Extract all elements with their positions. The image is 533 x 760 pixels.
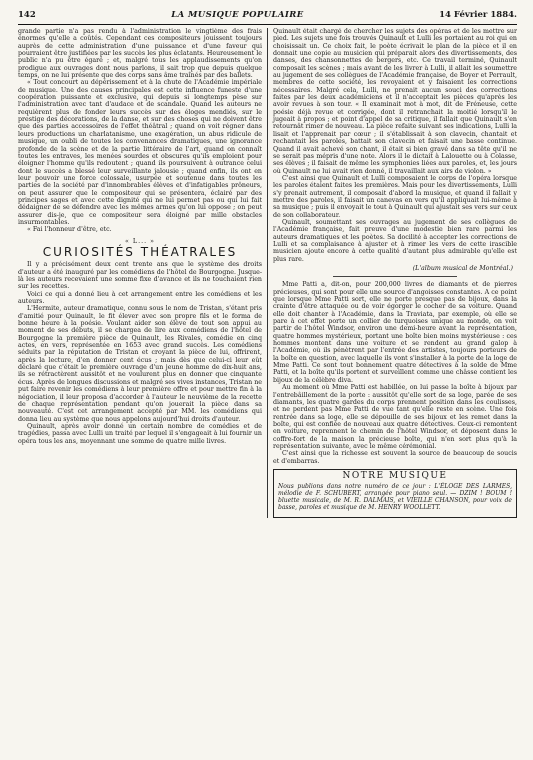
music-notice-box — [273, 469, 517, 518]
paragraph: Voici ce qui a donné lieu à cet arrangement entre les comédiens et les auteurs. — [18, 290, 262, 306]
paragraph: « Fai l'honneur d'être, etc. — [27, 226, 112, 234]
section-title: CURIOSITÉS THÉATRALES — [42, 244, 238, 259]
music-notice-text: Nous publions dans notre numéro de ce jour : L'ÉLOGE DES LARMES, mélodie de F. SCHUBERT, arrangée pour piano seul. — DZIM ! BOUM ! bluette musicale, de M. R. DALMAIS, et VIEILLE CHANSON, pour voix de basse, paroles et musique de M. HENRY WOOLLETT. — [278, 483, 512, 512]
paragraph: Quinault, après avoir donné un certain nombre de comédies et de tragédies, passa avec Lulli un traité par lequel il s'engageait à lui fournir un opéra tous les ans, moyennant une somme de quatre mille livres. — [18, 422, 262, 445]
page-header — [18, 10, 517, 22]
paragraph: L'Hermite, auteur dramatique, connu sous le nom de Tristan, s'étant pris d'amitié pour Quinault, le fit élever avec son propre fils et le forma de bonne heure à la poésie. Voulant aider son élève de tout son appui au moment de ses débuts, il se chargea de lire aux comédiens de l'hôtel de Bourgogne la première pièce de Quinault, les Rivales, comédie en cinq actes, en vers, représentée en 1653 avec grand succès. Les comédiens séduits par la réputation de Tristan et croyant la pièce de lui, offrirent, après la lecture, d'en donner cent écus ; mais dès que celui-ci leur eût déclaré que c'était le première ouvrage d'un jeune homme de dix-huit ans, ils se rétractèrent aussitôt et ne voulurent plus en donner que cinquante écus. Après de longues discussions et malgré ses vives instances, Tristan ne put faire revenir les comédiens à leur première offre et pour mettre fin à la négociation, il leur proposa d'accorder à l'auteur le neuvième de la recette de chaque représentation pendant qu'on jouerait la pièce dans sa nouveauté. C'est cet arrangement accepté par MM. les comédiens qui donna lieu au système que nous appelons aujourd'hui droits d'auteur. — [18, 305, 262, 423]
divider — [333, 276, 457, 277]
issue-date: 14 Février 1884. — [439, 10, 517, 20]
paragraph: Au moment où Mme Patti est habillée, on lui passe la boîte à bijoux par l'entrebâillement de la porte : aussitôt qu'elle sort de sa loge, parée de ses diamants, les quatre gardes du corps prennent position dans les coulisses, et ne perdent pas Mme Patti de vue tant qu'elle reste en scène. Une fois rentrée dans sa loge, elle se dépouille de ses bijoux et les remet dans la boîte, qui est confiée de nouveau aux quatre détectives. Ceux-ci remontent en voiture, reprennent le chemin de l'hôtel Windsor, et déposent dans le coffre-fort de la maison la précieuse boîte, qui n'en sort plus qu'à la représentation suivante, avec le même cérémonial. — [273, 384, 517, 450]
music-notice-title: NOTRE MUSIQUE — [342, 470, 448, 481]
paragraph: Il y a précisément deux cent trente ans que le système des droits d'auteur a été inauguré par les comédiens de l'hôtel de Bourgogne. Jusque-là les auteurs recevaient une somme fixe d'avance et ils ne touchaient rien sur les recettes. — [18, 261, 262, 291]
columns — [18, 28, 517, 518]
paragraph: C'est ainsi que Quinault et Lulli composaient le corps de l'opéra lorsque les paroles étaient faites les premières. Mais pour les divertissements, Lulli s'y prenait autrement, il composait d'abord la musique, et quand il fallait y mettre des paroles, il faisait un canevas en vers qu'il appliquait lui-même à sa musique ; puis il envoyait le tout à Quinault qui ajustait ses vers sur ceux de son collaborateur. — [273, 174, 517, 219]
left-column — [18, 28, 267, 518]
right-column — [267, 28, 517, 518]
paragraph: C'est ainsi que la richesse est souvent la source de beaucoup de soucis et d'embarras. — [273, 450, 517, 465]
paragraph: grande partie n'a pas rendu à l'administration le vingtième des frais énormes qu'elle a coûtés. Cependant ces compositeurs jouissent toujours auprès de cette administration d'une puissance et d'une faveur qui pourraient être justifiées par les succès les plus éclatants. Heureusement le public n'a pu être égaré ; et, malgré tous les applaudissements qu'on prodigue aux ouvrages dont nous parlons, il sait trop que depuis quelque temps, on ne lui présente que des corps sans âme traînés par des ballets. — [18, 28, 262, 80]
header-rule — [18, 24, 517, 25]
signature-separator: « L... » — [125, 237, 155, 245]
source-attribution: (L'album musical de Montréal.) — [412, 265, 513, 272]
paragraph: « Tout concourt au dépérissement et à la chute de l'Académie impériale de musique. Une des causes principales est cette influence funeste d'une coopération puissante et exclusive, qui depuis si longtemps pèse sur l'administration avec tant d'audace et de scandale. Quand les auteurs ne requièrent plus de fonder leurs succès sur des éloges mendiés, sur le prestige des décorations, de la danse, et sur des choses qui ne doivent être que des parties accessoires de l'effet théâtral ; quand on voit régner dans leurs productions un charlatanisme, une exagération, un abus ridicule de musique, un oubli de toutes les convenances dramatiques, une ignorance profonde de la scène et de la partie littéraire de l'art, quand on connaît toutes les entraves, les menées sourdes et obscures qu'ils emploient pour éloigner l'homme qu'ils redoutent ; quand ils poursuivent à outrance celui dont le succès a blessé leur surveillante jalousie ; quand enfin, ils ont en leur pouvoir une force colossale, usurpée et soutenue dans toutes les parties de la société par d'innombrables élèves et d'infatigables prôneurs, on peut assurer que le compositeur qui se présentera, éclairé par des principes sages et avec cette dignité qui ne lui permet pas ou qui lui fait dédaigner de se défendre avec les mêmes armes qu'on lui oppose ; on peut assurer dis-je, que ce compositeur sera éloigné par mille obstacles insurmontables. — [18, 79, 262, 226]
paragraph: Quinault, soumettant ses ouvrages au jugement de ses collègues de l'Académie française, fait preuve d'une modestie bien rare parmi les auteurs dramatiques et les poètes. Sa docilité à accepter les corrections de Lulli et sa complaisance à ajuster et à rimer les vers de cette irascible musicien ajoute encore à cette qualité d'autant plus admirable qu'elle est plus rare. — [273, 218, 517, 263]
page-number: 142 — [18, 10, 36, 20]
paragraph: Mme Patti a, dit-on, pour 200,000 livres de diamants et de pierres précieuses, qui sont pour elle une source d'angoisses constantes. A ce point que lorsque Mme Patti sort, elle ne porte presque pas de bijoux, dans la crainte d'être attaquée ou de voir égorger le cocher de sa voiture. Quand elle doit chanter à l'Académie, dans la Traviata, par exemple, où elle se pare à cet effet porte un collier de turquoises unique au monde, on voit partir de l'hôtel Windsor, environ une demi-heure avant la représentation, quatre hommes mystérieux, portant une boîte bien moins mystérieuse : ces hommes montent dans une voiture et se rendent au grand galop à l'Académie, où ils pénètrent par l'entrée des artistes, toujours porteurs de la boîte en question, avec laquelle ils vont s'installer à la porte de la loge de Mme Patti. Ce sont tout bonnement quatre détectives à la solde de Mme Patti, et la boîte qu'ils portent et surveillent comme une châsse contient les bijoux de la célèbre diva. — [273, 281, 517, 384]
paragraph: Quinault était chargé de chercher les sujets des opéras et de les mettre sur pied. Les sujets une fois trouvés Quinault et Lulli les portaient au roi qui en choisissait un. Ce choix fait, le poète écrivait le plan de la pièce et il en donnait une copie au musicien qui préparait alors des divertissements, des danses, des chansonnettes de bergers, etc. Ce travail terminé, Quinault composait les scènes ; mais avant de les livrer à Lulli, il allait les soumettre au jugement de ses collègues de l'Académie française, de Boyer et Perrault, membres de cette société, les revoyaient et y faisaient les corrections nécessaires. Malgré cela, Lulli, ne prenait aucun souci des corrections faites par les deux académiciens et il n'acceptait les pièces qu'après les avoir revues à son tour. « Il examinait mot à mot, dit de Fréneuse, cette poésie déjà revue et corrigée, dont il retranchait la moitié lorsqu'il le jugeait à propos ; et point d'appel de sa critique, il fallait que Quinault s'en retournât rimer de nouveau. La pièce refaite suivant ses indications, Lulli la lisait et l'apprenait par cœur ; il s'établissait à son clavecin, chantait et rechantait les paroles, battait son clavecin et faisait une basse continue. Quand il avait achevé son chant, il était si bien gravé dans sa tête qu'il ne se serait pas mépris d'une note. Alors il le dictait à Lalouette ou à Colasse, ses élèves ; il faisait de même les symphonies liées aux paroles, et, les jours où Quinault ne lui avait rien donné, il travaillait aux airs de violon. » — [273, 28, 517, 175]
journal-title: LA MUSIQUE POPULAIRE — [171, 10, 304, 20]
